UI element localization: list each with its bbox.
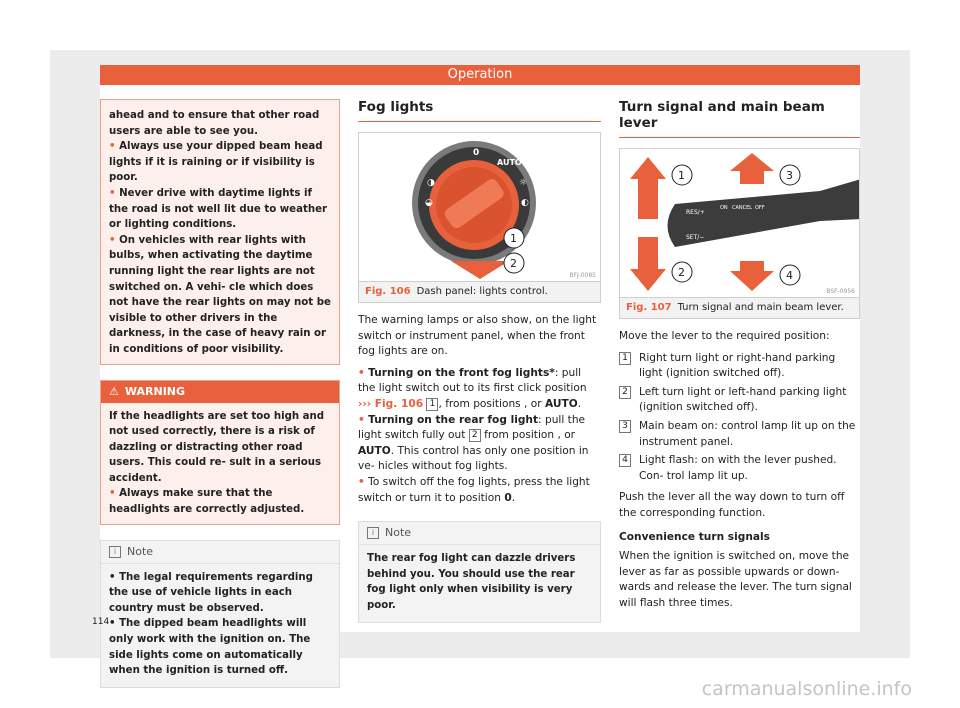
- column-left: [100, 99, 340, 688]
- callout-badge: 1: [426, 398, 438, 411]
- subheading: Convenience turn signals: [619, 530, 770, 543]
- svg-text:◒: ◒: [425, 198, 433, 208]
- figure-106: [358, 132, 601, 303]
- lever-label: OFF: [755, 205, 765, 211]
- warning-text: • Always make sure that the headlights are correctly adjusted.: [109, 488, 305, 516]
- info-icon: i: [367, 527, 379, 539]
- figure-label: Fig. 107: [626, 302, 672, 313]
- paragraph: The warning lamps or also show, on the light switch or instrument panel, when the front fog lights are on.: [358, 314, 597, 358]
- figure-107: [619, 148, 860, 319]
- warning-box: [100, 380, 340, 525]
- figure-code: BFJ-0085: [569, 272, 596, 279]
- callout-2: 2: [510, 257, 517, 270]
- info-icon: i: [109, 546, 121, 558]
- chapter-header: Operation: [100, 65, 860, 85]
- caution-continued-box: [100, 99, 340, 365]
- bullet-icon: •: [109, 141, 116, 153]
- warning-triangle-icon: ⚠: [109, 384, 119, 398]
- note-text: • The legal requirements regarding the use of vehicle lights in each country must be observed.: [109, 571, 313, 614]
- bullet-icon: •: [109, 187, 116, 199]
- svg-text:◐: ◐: [521, 198, 529, 208]
- lever-label: RES/+: [686, 209, 705, 216]
- watermark-text: carmanualsonline.info: [701, 678, 912, 700]
- lever-label: SET/−: [686, 234, 705, 241]
- column-right: [619, 99, 860, 612]
- dial-label-0: 0: [473, 148, 480, 158]
- light-switch-illustration: [359, 133, 600, 281]
- svg-text:◑: ◑: [427, 178, 435, 188]
- svg-text:☼: ☼: [519, 178, 528, 188]
- section-title-fog-lights: Fog lights: [358, 99, 601, 122]
- callout-4: 4: [786, 269, 793, 282]
- paragraph: Push the lever all the way down to turn off the corresponding function.: [619, 491, 845, 519]
- paragraph: When the ignition is switched on, move the lever as far as possible upwards or down- wards and release the lever. The turn signal will flash three times.: [619, 550, 852, 609]
- bullet-icon: •: [109, 234, 116, 246]
- caution-line: • On vehicles with rear lights with bulbs, when activating the daytime running light the rear lights are not switched on. A vehi- cle which does not have the rear lights on may not be visible to other drivers in the darkness, in the case of heavy rain or in conditions of poor visibility.: [109, 234, 331, 355]
- fog-item-front: • Turning on the front fog lights*: pull the light switch out to its first click position ››› Fig. 106 1 , from positions , or AUTO.: [358, 366, 587, 410]
- bullet-icon: •: [109, 488, 116, 500]
- dial-label-auto: AUTO: [497, 158, 522, 167]
- note-box: [358, 521, 601, 622]
- note-header: i Note: [359, 522, 600, 545]
- lever-label: CANCEL: [732, 205, 753, 211]
- lever-illustration: [620, 149, 859, 297]
- callout-1: 1: [510, 232, 517, 245]
- figure-caption: [359, 281, 600, 302]
- note-box: [100, 540, 340, 688]
- light-switch-drawing: [359, 133, 600, 281]
- callout-badge: 2: [469, 429, 481, 442]
- page-number: 114: [92, 617, 110, 627]
- paragraph: Move the lever to the required position:: [619, 330, 830, 342]
- list-item: 3 Main beam on: control lamp lit up on the instrument panel.: [619, 419, 860, 450]
- fog-item-off: • To switch off the fog lights, press the light switch or turn it to position 0.: [358, 475, 590, 504]
- list-item: 4 Light flash: on with the lever pushed. Con- trol lamp lit up.: [619, 453, 860, 484]
- warning-body: [101, 403, 339, 524]
- caution-line: • Never drive with daytime lights if the road is not well lit due to weather or lighting conditions.: [109, 187, 328, 231]
- warning-text: If the headlights are set too high and not used correctly, there is a risk of dazzling or distracting other road users. This could re- sult in a serious accident.: [109, 410, 325, 484]
- callout-3: 3: [786, 169, 793, 182]
- section-title-turn-signal: Turn signal and main beam lever: [619, 99, 860, 138]
- lever-text: [619, 329, 860, 612]
- fog-lights-text: [358, 313, 601, 506]
- fog-item-rear: • Turning on the rear fog light: pull the light switch fully out 2 from position , or AUTO. This control has only one position in ve- hicles without fog lights.: [358, 413, 589, 473]
- warning-header: ⚠ WARNING: [101, 381, 339, 403]
- note-text: • The dipped beam headlights will only work with the ignition on. The side lights come on automatically when the ignition is turned off.: [109, 618, 311, 677]
- figure-label: Fig. 106: [365, 286, 411, 297]
- figure-caption-text: Turn signal and main beam lever.: [677, 302, 844, 313]
- list-item: 2 Left turn light or left-hand parking light (ignition switched off).: [619, 385, 860, 416]
- figure-reference-link[interactable]: ››› Fig. 106: [358, 397, 424, 410]
- callout-2: 2: [678, 266, 685, 279]
- figure-caption: [620, 297, 859, 318]
- list-item: 1 Right turn light or right-hand parking light (ignition switched off).: [619, 351, 860, 382]
- lever-label: ON: [720, 205, 728, 211]
- note-body: [359, 545, 600, 621]
- figure-code: BSF-0956: [826, 288, 855, 295]
- column-middle: [358, 99, 601, 623]
- callout-1: 1: [678, 169, 685, 182]
- note-header: i Note: [101, 541, 339, 564]
- caution-line: • Always use your dipped beam head lights if it is raining or if visibility is poor.: [109, 141, 323, 184]
- note-text: The rear fog light can dazzle drivers behind you. You should use the rear fog light only when visibility is very poor.: [367, 553, 576, 611]
- note-body: [101, 564, 339, 687]
- lever-drawing: [620, 149, 859, 297]
- caution-line: ahead and to ensure that other road users are able to see you.: [109, 110, 320, 137]
- figure-caption-text: Dash panel: lights control.: [416, 286, 548, 297]
